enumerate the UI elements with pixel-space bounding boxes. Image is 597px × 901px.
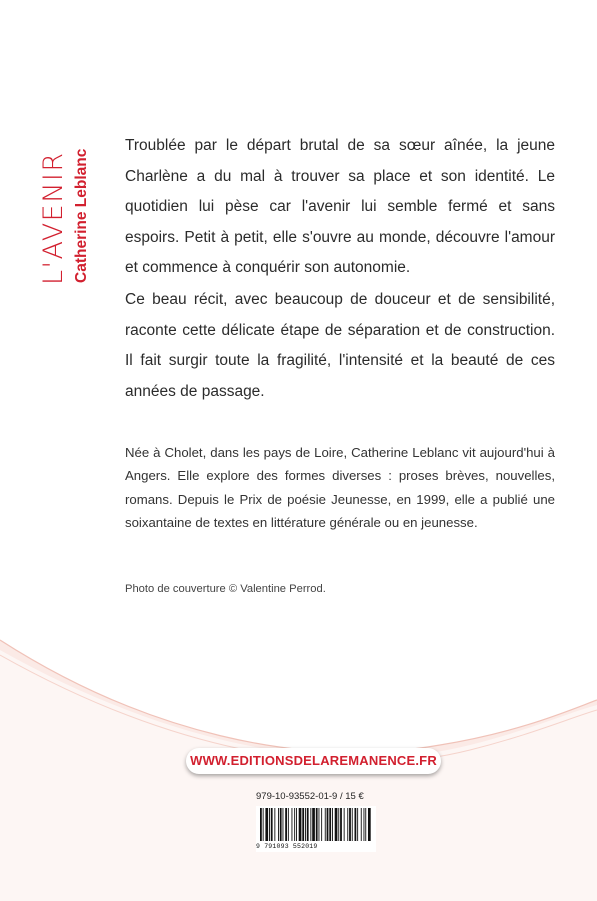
barcode-bar [292, 808, 293, 841]
barcode-bar [332, 808, 333, 841]
isbn-price: 979-10-93552-01-9 / 15 € [256, 791, 364, 802]
barcode-bar [365, 808, 366, 841]
barcode-bar [329, 808, 331, 841]
author-bio: Née à Cholet, dans les pays de Loire, Catherine Leblanc vit aujourd'hui à Angers. Elle explore des formes diverses : proses brèves, nouvelles, romans. Depuis le Prix de poésie Jeunesse, en 1999, elle a publié une soixantaine de textes en littérature générale ou en jeunesse. [125, 445, 555, 530]
publisher-website-link[interactable]: WWW.EDITIONSDELAREMANENCE.FR [186, 748, 441, 774]
barcode-bar [260, 808, 262, 841]
barcode-bar [312, 808, 315, 841]
barcode-bar [325, 808, 326, 841]
barcode-bar [285, 808, 287, 841]
barcode-bar [316, 808, 318, 841]
barcode-bar [299, 808, 302, 841]
barcode-bar [364, 808, 365, 841]
barcode-bar [278, 808, 279, 841]
barcode-bar [349, 808, 351, 841]
barcode [256, 806, 376, 852]
blurb-paragraph-2: Ce beau récit, avec beaucoup de douceur et de sensibilité, raconte cette délicate étape de séparation et de construction. Il fait surgir toute la fragilité, l'intensité et la beauté de ces années de passage. [125, 291, 555, 400]
background-curve-inner [0, 650, 597, 901]
barcode-bar [355, 808, 357, 841]
blurb-paragraph-1: Troublée par le départ brutal de sa sœur aînée, la jeune Charlène a du mal à trouver sa place et son identité. Le quotidien lui pèse car l'avenir lui semble fermé et sans espoirs. Petit à petit, elle s'ouvre au monde, découvre l'amour et commence à conquérir son autonomie. [125, 137, 555, 276]
barcode-bar [347, 808, 348, 841]
barcode-bar [269, 808, 270, 841]
barcode-bar [361, 808, 362, 841]
barcode-bar [302, 808, 304, 841]
barcode-bar [338, 808, 339, 841]
book-title: L'AVENIR [38, 151, 69, 285]
barcode-bar [340, 808, 342, 841]
barcode-bar [296, 808, 297, 841]
barcode-bar [271, 808, 273, 841]
author-name: Catherine Leblanc [73, 148, 90, 283]
barcode-bar [288, 808, 289, 841]
barcode-bar [305, 808, 306, 841]
barcode-bar [368, 808, 371, 841]
barcode-bar [280, 808, 282, 841]
barcode-bar [344, 808, 345, 841]
barcode-bar [265, 808, 268, 841]
barcode-bars [260, 808, 372, 842]
barcode-bar [357, 808, 358, 841]
barcode-bar [352, 808, 353, 841]
photo-credit: Photo de couverture © Valentine Perrod. [125, 583, 326, 595]
barcode-bar [307, 808, 309, 841]
barcode-bar [263, 808, 264, 841]
barcode-bar [319, 808, 320, 841]
barcode-bar [335, 808, 338, 841]
barcode-bar [294, 808, 295, 841]
barcode-bar [321, 808, 322, 841]
barcode-bar [310, 808, 311, 841]
barcode-bar [283, 808, 284, 841]
barcode-bar [274, 808, 275, 841]
barcode-digits: 9 791093 552019 [256, 843, 318, 850]
barcode-bar [327, 808, 329, 841]
